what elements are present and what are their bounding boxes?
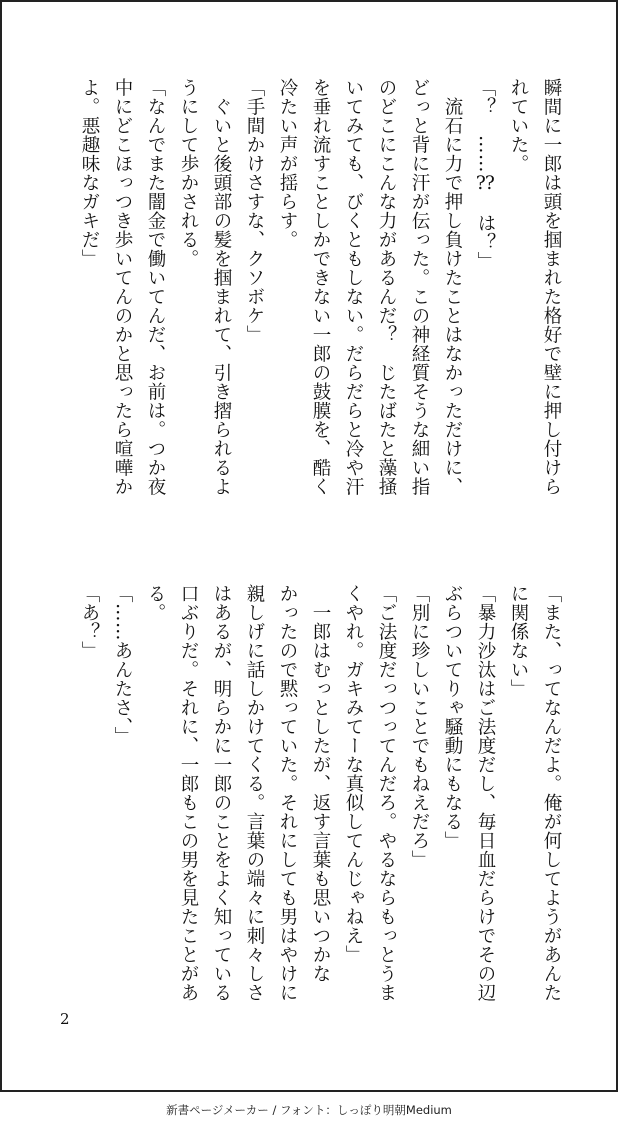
text-column: 流石に力で押し負けたことはなかっただけに、 bbox=[442, 78, 463, 496]
text-column: 「なんでまた闇金で働いてんだ、お前は。つか夜 bbox=[145, 78, 166, 496]
text-column: いてみても、びくともしない。だらだらと冷や汗 bbox=[343, 78, 364, 496]
text-column: くやれ。ガキみてーな真似してんじゃねえ」 bbox=[343, 584, 364, 964]
text-column: 「別に珍しいことでもねえだろ」 bbox=[409, 584, 430, 869]
text-column: 口ぶりだ。それに、一郎もこの男を見たことがあ bbox=[178, 584, 199, 1002]
text-column: 「あ？」 bbox=[79, 584, 100, 660]
text-body bbox=[2, 78, 616, 1058]
text-column: に関係ない」 bbox=[508, 584, 529, 698]
text-column: ぐいと後頭部の髪を掴まれて、引き摺られるよ bbox=[211, 78, 232, 496]
text-column: 瞬間に一郎は頭を掴まれた格好で壁に押し付けら bbox=[541, 78, 562, 496]
text-column: 「？ ……⁇ は？」 bbox=[475, 78, 496, 271]
text-column: れていた。 bbox=[508, 78, 529, 173]
text-column: どっと背に汗が伝った。この神経質そうな細い指 bbox=[409, 78, 430, 496]
text-column: はあるが、明らかに一郎のことをよく知っている bbox=[211, 584, 232, 1002]
text-column: 冷たい声が揺らす。 bbox=[277, 78, 298, 249]
text-column: 親しげに話しかけてくる。言葉の端々に刺々しさ bbox=[244, 584, 265, 1002]
text-column: 中にどこほっつき歩いてんのかと思ったら喧嘩か bbox=[112, 78, 133, 496]
text-column: 一郎はむっとしたが、返す言葉も思いつかな bbox=[310, 584, 331, 983]
text-column: かったので黙っていた。それにしても男はやけに bbox=[277, 584, 298, 1002]
footer-credit: 新書ページメーカー / フォント：しっぽり明朝Medium bbox=[166, 1103, 452, 1117]
text-column: 「ご法度だっつってんだろ。やるならもっとうま bbox=[376, 584, 397, 1002]
page-number: 2 bbox=[60, 1010, 70, 1028]
text-column: る。 bbox=[145, 584, 166, 622]
text-column: ぶらついてりゃ騒動にもなる」 bbox=[442, 584, 463, 850]
text-column: よ。悪趣味なガキだ」 bbox=[79, 78, 100, 268]
text-column: 「……あんたさ、」 bbox=[112, 584, 133, 746]
text-column: 「暴力沙汰はご法度だし、毎日血だらけでその辺 bbox=[475, 584, 496, 1002]
text-column: のどこにこんな力があるんだ？ じたばたと藻掻 bbox=[376, 78, 397, 496]
text-column: を垂れ流すことしかできない一郎の鼓膜を、酷く bbox=[310, 78, 331, 496]
text-column: うにして歩かされる。 bbox=[178, 78, 199, 268]
text-column: 「手間かけさすな、クソボケ」 bbox=[244, 78, 265, 344]
text-column: 「また、ってなんだよ。俺が何してようがあんた bbox=[541, 584, 562, 1002]
